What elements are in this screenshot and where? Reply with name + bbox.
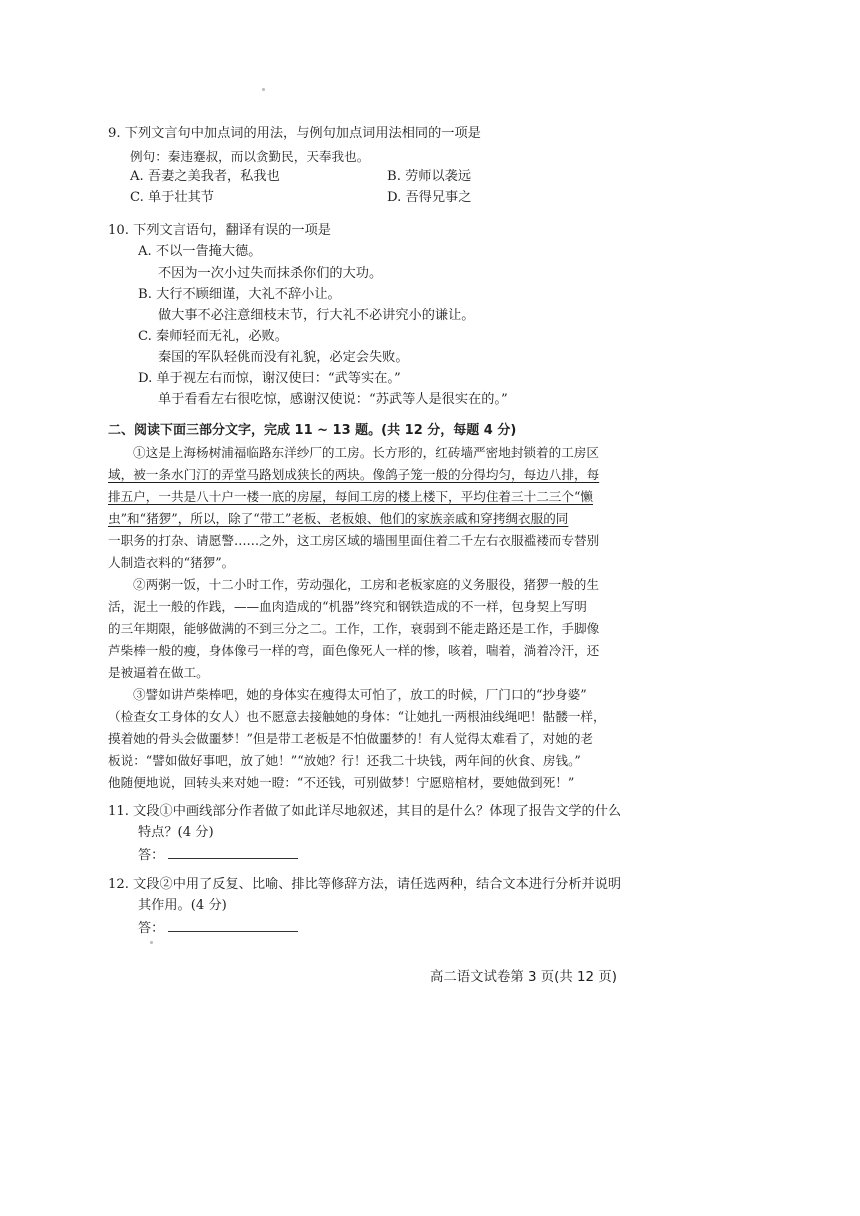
q9-example: 例句：秦违蹇叔，而以贪勤民，天奉我也。 — [130, 149, 370, 164]
q9-option-a: A. 吾妻之美我者，私我也 — [130, 169, 280, 184]
q10-option-c-translation: 秦国的军队轻佻而没有礼貌，必定会失败。 — [158, 350, 409, 365]
q11-answer-blank[interactable] — [168, 846, 298, 859]
q9-stem: 9. 下列文言句中加点词的用法，与例句加点词用法相同的一项是 — [108, 126, 481, 141]
q10-option-a: A. 不以一眚掩大德。 — [138, 244, 262, 259]
q12-stem: 12. 文段②中用了反复、比喻、排比等修辞方法，请任选两种，结合文本进行分析并说明 — [108, 877, 622, 892]
scan-speck — [150, 941, 153, 944]
q10-option-b-translation: 做大事不必注意细枝末节，行大礼不必讲究小的谦让。 — [158, 308, 475, 323]
passage3-line: 板说：“譬如做好事吧，放了她！”“放她？行！还我二十块钱，两年间的伙食、房钱。” — [108, 753, 581, 768]
q12-answer-row — [138, 919, 298, 938]
page-footer: 高二语文试卷第 3 页(共 12 页) — [430, 970, 617, 985]
passage2-line: ②两粥一饭，十二小时工作，劳动强化，工房和老板家庭的义务服役，猪猡一般的生 — [133, 577, 599, 592]
passage3-line: 摸着她的骨头会做噩梦！”但是带工老板是不怕做噩梦的！有人觉得太难看了，对她的老 — [108, 731, 594, 746]
passage3-line: ③譬如讲芦柴棒吧，她的身体实在瘦得太可怕了，放工的时候，厂门口的“抄身婆” — [133, 687, 587, 702]
passage1-line: 域，被一条水门汀的弄堂马路划成狭长的两块。像鸽子笼一般的分得均匀，每边八排，每 — [108, 467, 600, 482]
q12-answer-blank[interactable] — [168, 919, 298, 932]
passage1-line: 排五户，一共是八十户一楼一底的房屋，每间工房的楼上楼下，平均住着三十二三个“懒 — [108, 489, 594, 504]
q12-stem-cont: 其作用。(4 分) — [138, 898, 227, 913]
q10-option-c: C. 秦师轻而无礼，必败。 — [138, 329, 288, 344]
passage1-line: 一职务的打杂、请愿警……之外，这工房区域的墙围里面住着二千左右衣服褴褛而专替别 — [108, 533, 600, 548]
q9-option-c: C. 单于壮其节 — [130, 190, 214, 205]
passage1-line: ①这是上海杨树浦福临路东洋纱厂的工房。长方形的，红砖墙严密地封锁着的工房区 — [133, 445, 599, 460]
q12-answer-label: 答： — [138, 921, 165, 936]
section2-heading: 二、阅读下面三部分文字，完成 11 ~ 13 题。(共 12 分，每题 4 分) — [108, 423, 517, 438]
q10-option-d-translation: 单于看看左右很吃惊，感谢汉使说：“苏武等人是很实在的。” — [158, 392, 508, 407]
q9-option-d: D. 吾得兄事之 — [387, 190, 472, 205]
q10-option-d: D. 单于视左右而惊，谢汉使曰：“武等实在。” — [138, 371, 401, 386]
q11-answer-row — [138, 846, 298, 865]
q10-option-a-translation: 不因为一次小过失而抹杀你们的大功。 — [158, 266, 383, 281]
q11-stem: 11. 文段①中画线部分作者做了如此详尽地叙述，其目的是什么？体现了报告文学的什么 — [108, 804, 622, 819]
q9-option-b: B. 劳师以袭远 — [387, 169, 472, 184]
passage3-line: （检查女工身体的女人）也不愿意去接触她的身体：“让她扎一两根油线绳吧！骷髅一样， — [108, 709, 606, 724]
passage1-line: 人制造衣料的“猪猡”。 — [108, 555, 235, 570]
passage2-line: 的三年期限，能够做满的不到三分之二。工作，工作，衰弱到不能走路还是工作，手脚像 — [108, 621, 600, 636]
q10-option-b: B. 大行不顾细谨，大礼不辞小让。 — [138, 287, 341, 302]
passage2-line: 芦柴棒一般的瘦，身体像弓一样的弯，面色像死人一样的惨，咳着，喘着，淌着冷汗，还 — [108, 643, 600, 658]
q11-answer-label: 答： — [138, 848, 165, 863]
q11-stem-cont: 特点？(4 分) — [138, 825, 214, 840]
passage1-line: 虫”和“猪猡”，所以，除了“带工”老板、老板娘、他们的家族亲戚和穿拷绸衣服的同 — [108, 511, 569, 526]
q10-stem: 10. 下列文言语句，翻译有误的一项是 — [108, 223, 331, 238]
passage3-line: 他随便地说，回转头来对她一瞪：“不还钱，可别做梦！宁愿赔棺材，要她做到死！” — [108, 775, 575, 790]
passage2-line: 活，泥土一般的作践，——血肉造成的“机器”终究和钢铁造成的不一样，包身契上写明 — [108, 599, 587, 614]
scan-speck — [262, 88, 265, 91]
passage2-line: 是被逼着在做工。 — [108, 665, 209, 680]
